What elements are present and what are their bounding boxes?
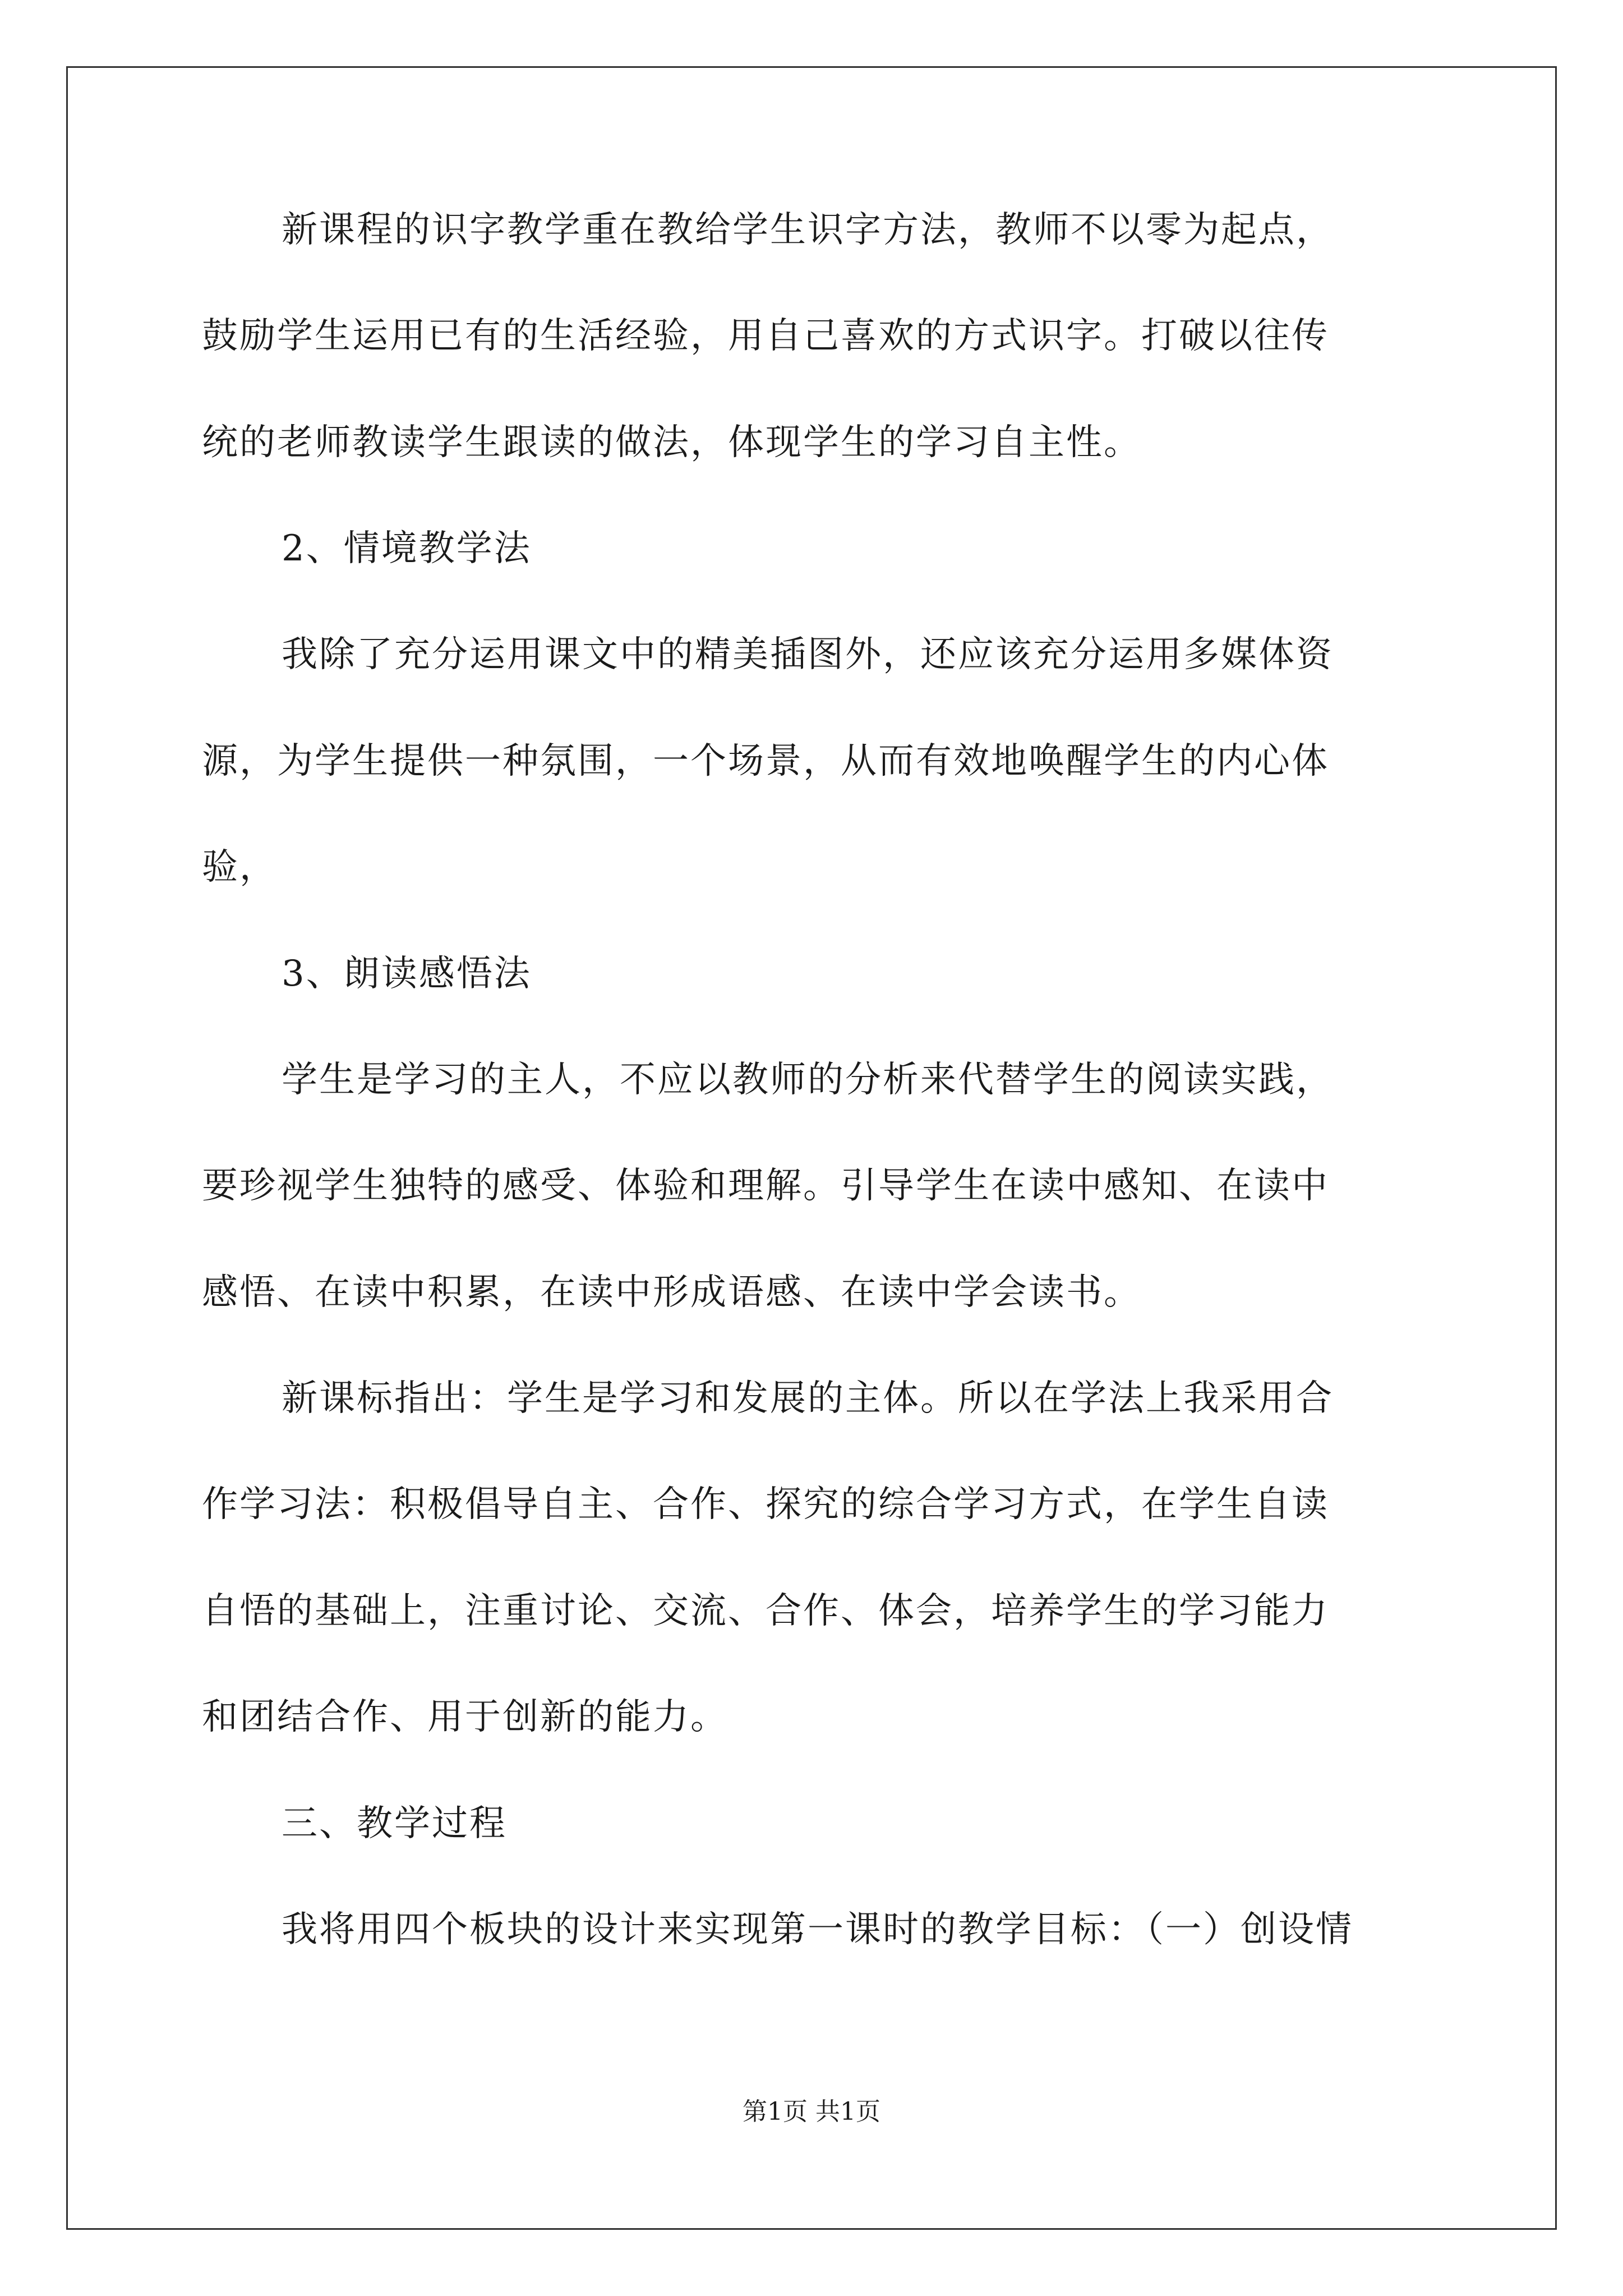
paragraph-line: 和团结合作、用于创新的能力。 bbox=[202, 1696, 728, 1738]
paragraph-line: 统的老师教读学生跟读的做法，体现学生的学习自主性。 bbox=[202, 422, 1141, 463]
paragraph-line: 鼓励学生运用已有的生活经验，用自己喜欢的方式识字。打破以往传 bbox=[202, 315, 1329, 357]
paragraph-line: 学生是学习的主人，不应以教师的分析来代替学生的阅读实践， bbox=[282, 1059, 1334, 1101]
paragraph-line: 要珍视学生独特的感受、体验和理解。引导学生在读中感知、在读中 bbox=[202, 1165, 1329, 1207]
paragraph-line: 我将用四个板块的设计来实现第一课时的教学目标：（一）创设情 bbox=[282, 1909, 1353, 1950]
paragraph-line: 新课程的识字教学重在教给学生识字方法，教师不以零为起点， bbox=[282, 209, 1334, 251]
paragraph-line: 源，为学生提供一种氛围，一个场景，从而有效地唤醒学生的内心体 bbox=[202, 740, 1329, 782]
section-heading: 3、朗读感悟法 bbox=[282, 953, 532, 995]
page-border bbox=[66, 66, 1557, 2230]
paragraph-line: 我除了充分运用课文中的精美插图外，还应该充分运用多媒体资 bbox=[282, 634, 1334, 675]
paragraph-line: 感悟、在读中积累，在读中形成语感、在读中学会读书。 bbox=[202, 1272, 1141, 1313]
paragraph-line: 作学习法：积极倡导自主、合作、探究的综合学习方式，在学生自读 bbox=[202, 1484, 1329, 1525]
section-heading: 三、教学过程 bbox=[282, 1803, 507, 1844]
paragraph-line: 自悟的基础上，注重讨论、交流、合作、体会，培养学生的学习能力 bbox=[202, 1590, 1329, 1632]
section-heading: 2、情境教学法 bbox=[282, 528, 532, 569]
page-number: 第1页 共1页 bbox=[743, 2097, 880, 2126]
paragraph-line: 新课标指出：学生是学习和发展的主体。所以在学法上我采用合 bbox=[282, 1378, 1334, 1419]
paragraph-line: 验， bbox=[202, 846, 277, 888]
